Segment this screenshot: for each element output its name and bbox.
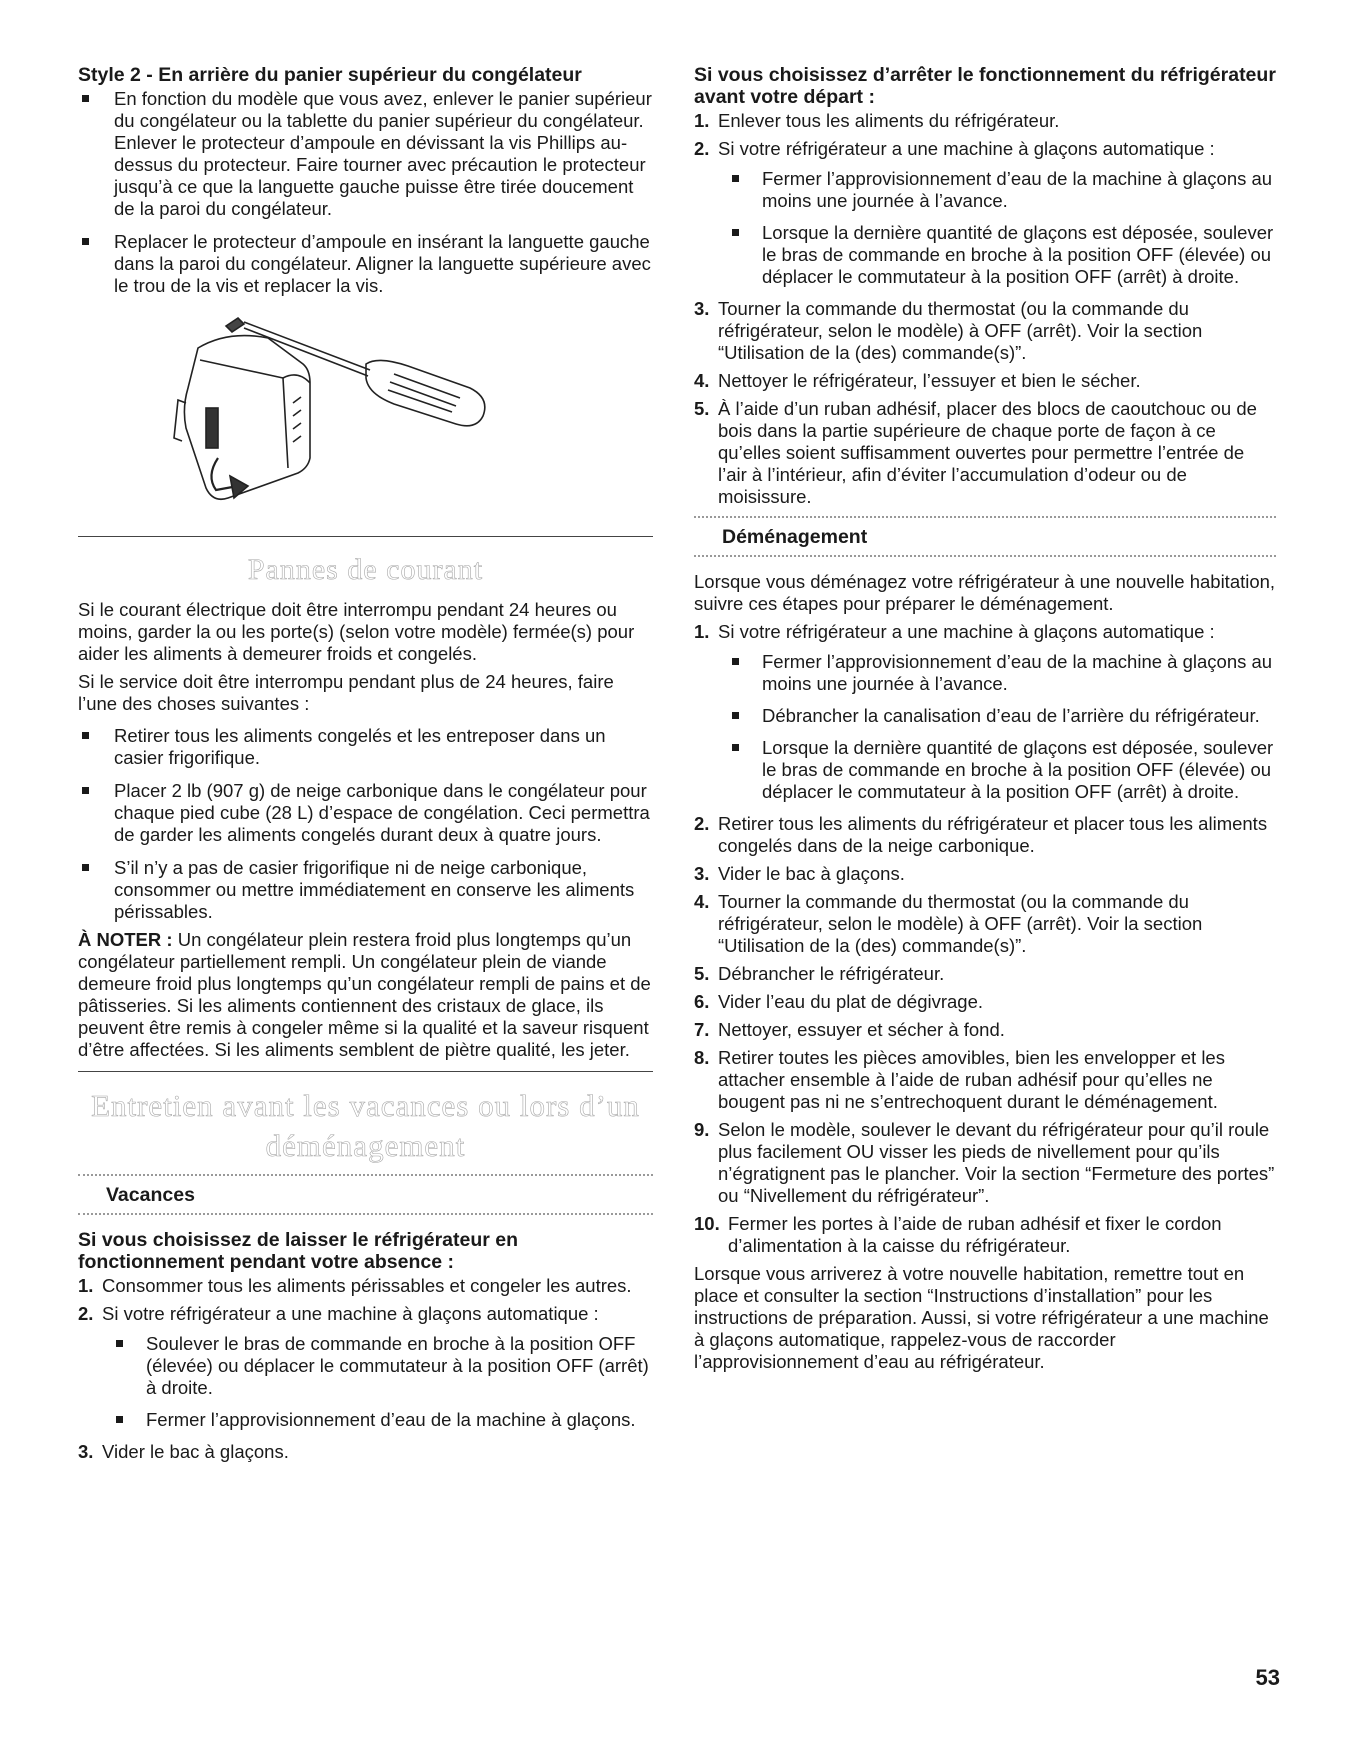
- pannes-paragraph-1: Si le courant électrique doit être interrompu pendant 24 heures ou moins, garder la ou les porte(s) (selon votre modèle) fermée(s) pour aider les aliments à demeurer froids et congelés.: [78, 599, 635, 664]
- demenagement-steps: [694, 621, 1276, 1257]
- vacances-steps: [78, 1275, 653, 1463]
- page-number: 53: [1255, 1665, 1280, 1690]
- style2-bullets: [78, 88, 653, 297]
- stop-steps: [694, 110, 1276, 508]
- pannes-bullets: [78, 725, 653, 923]
- list-item: 1. Si votre réfrigérateur a une machine à glaçons automatique : Fermer l’approvisionnement d’eau de la machine à glaçons au moins une journée à l’avance. Débrancher la canalisation d’eau de l’arrière du réfrigérateur. Lorsque la dernière quantité de glaçons est déposée, soulever le bras de commande en broche à la position OFF (élevée) ou déplacer le commutateur à la position OFF (arrêt) à droite.: [694, 621, 1276, 803]
- list-item: 2. Si votre réfrigérateur a une machine à glaçons automatique : Fermer l’approvisionnement d’eau de la machine à glaçons au moins une journée à l’avance. Lorsque la dernière quantité de glaçons est déposée, soulever le bras de commande en broche à la position OFF (élevée) ou déplacer le commutateur à la position OFF (arrêt) à droite.: [694, 138, 1276, 288]
- left-column: [78, 64, 653, 1469]
- list-item: 8. Retirer toutes les pièces amovibles, bien les envelopper et les attacher ensemble à l’aide de ruban adhésif pour qu’elles ne bougent pas ni ne s’entrechoquent durant le déménagement.: [694, 1047, 1225, 1112]
- dotted-divider: [78, 1213, 653, 1215]
- list-item: 6. Vider l’eau du plat de dégivrage.: [694, 991, 984, 1012]
- pannes-paragraph-2: Si le service doit être interrompu pendant plus de 24 heures, faire l’une des choses suivantes :: [78, 671, 614, 714]
- list-item: Replacer le protecteur d’ampoule en insérant la languette gauche dans la paroi du congélateur. Aligner la languette supérieure avec le trou de la vis et replacer la vis.: [78, 231, 653, 297]
- list-item: Retirer tous les aliments congelés et les entreposer dans un casier frigorifique.: [78, 725, 653, 769]
- list-item: 9. Selon le modèle, soulever le devant du réfrigérateur pour qu’il roule plus facilement OU visser les pieds de nivellement pour qu’ils n’égratignent pas le plancher. Voir la section “Fermeture des portes” ou “Nivellement du réfrigérateur”.: [694, 1119, 1275, 1206]
- list-item: En fonction du modèle que vous avez, enlever le panier supérieur du congélateur ou la tablette du panier supérieur du congélateur. Enlever le protecteur d’ampoule en dévissant la vis Phillips au-dessus du protecteur. Faire tourner avec précaution le protecteur jusqu’à ce que la languette gauche puisse être tirée doucement de la paroi du congélateur.: [78, 88, 653, 220]
- list-item: 5. À l’aide d’un ruban adhésif, placer des blocs de caoutchouc ou de bois dans la partie supérieure de chaque porte de façon à ce qu’elles soient suffisamment ouvertes pour permettre l’entrée de l’air à l’intérieur, afin d’éviter l’accumulation d’odeur ou de moisissure.: [694, 398, 1257, 507]
- list-item: 3. Tourner la commande du thermostat (ou la commande du réfrigérateur, selon le modèle) à OFF (arrêt). Voir la section “Utilisation de la (des) commande(s)”.: [694, 298, 1203, 363]
- right-column: [694, 64, 1276, 1379]
- list-item: 2. Si votre réfrigérateur a une machine à glaçons automatique : Soulever le bras de commande en broche à la position OFF (élevée) ou déplacer le commutateur à la position OFF (arrêt) à droite. Fermer l’approvisionnement d’eau de la machine à glaçons.: [78, 1303, 653, 1431]
- stop-question: Si vous choisissez d’arrêter le fonctionnement du réfrigérateur avant votre départ :: [694, 64, 1276, 108]
- section-divider: [78, 1071, 653, 1072]
- style2-title: Style 2 - En arrière du panier supérieur du congélateur: [78, 64, 582, 86]
- list-item: Débrancher la canalisation d’eau de l’arrière du réfrigérateur.: [718, 705, 1276, 727]
- list-item: 3. Vider le bac à glaçons.: [78, 1441, 289, 1462]
- list-item: Lorsque la dernière quantité de glaçons est déposée, soulever le bras de commande en broche à la position OFF (élevée) ou déplacer le commutateur à la position OFF (arrêt) à droite.: [718, 222, 1276, 288]
- dotted-divider: [694, 555, 1276, 557]
- list-item: Fermer l’approvisionnement d’eau de la machine à glaçons au moins une journée à l’avance.: [718, 651, 1276, 695]
- entretien-heading-line1: Entretien avant les vacances ou lors d’un: [91, 1088, 640, 1123]
- list-item: 1. Consommer tous les aliments périssables et congeler les autres.: [78, 1275, 632, 1296]
- list-item: Fermer l’approvisionnement d’eau de la machine à glaçons.: [102, 1409, 653, 1431]
- list-item: 5. Débrancher le réfrigérateur.: [694, 963, 945, 984]
- section-divider: [78, 536, 653, 537]
- list-item: 1. Enlever tous les aliments du réfrigérateur.: [694, 110, 1060, 131]
- vacances-subheading: Vacances: [106, 1184, 195, 1206]
- list-item: 7. Nettoyer, essuyer et sécher à fond.: [694, 1019, 1005, 1040]
- pannes-heading: Pannes de courant: [247, 553, 484, 586]
- entretien-heading-line2: déménagement: [265, 1128, 466, 1163]
- entretien-heading: [78, 1086, 653, 1166]
- list-item: 10. Fermer les portes à l’aide de ruban adhésif et fixer le cordon d’alimentation à la caisse du réfrigérateur.: [694, 1213, 1222, 1256]
- light-shield-illustration: [78, 308, 653, 530]
- demenagement-intro: Lorsque vous déménagez votre réfrigérateur à une nouvelle habitation, suivre ces étapes pour préparer le déménagement.: [694, 571, 1276, 614]
- vacances-question: Si vous choisissez de laisser le réfrigérateur en fonctionnement pendant votre absence :: [78, 1229, 519, 1273]
- note-label: À NOTER :: [78, 929, 173, 950]
- list-item: 4. Nettoyer le réfrigérateur, l’essuyer et bien le sécher.: [694, 370, 1141, 391]
- screwdriver-diagram-icon: [78, 308, 653, 530]
- list-item: Lorsque la dernière quantité de glaçons est déposée, soulever le bras de commande en broche à la position OFF (élevée) ou déplacer le commutateur à la position OFF (arrêt) à droite.: [718, 737, 1276, 803]
- note-paragraph: [78, 929, 653, 1061]
- list-item: Fermer l’approvisionnement d’eau de la machine à glaçons au moins une journée à l’avance.: [718, 168, 1276, 212]
- list-item: 3. Vider le bac à glaçons.: [694, 863, 905, 884]
- note-text: Un congélateur plein restera froid plus longtemps qu’un congélateur partiellement rempli. Un congélateur plein de viande demeure froid plus longtemps qu’un congélateur rempli de pains et de pâtisseries. Si les aliments contiennent des cristaux de glace, ils peuvent être remis à congeler même si la qualité et la saveur risquent d’être affectées. Si les aliments semblent de piètre qualité, les jeter.: [78, 929, 651, 1060]
- list-item: Soulever le bras de commande en broche à la position OFF (élevée) ou déplacer le commutateur à la position OFF (arrêt) à droite.: [102, 1333, 653, 1399]
- list-item: 2. Retirer tous les aliments du réfrigérateur et placer tous les aliments congelés dans de la neige carbonique.: [694, 813, 1268, 856]
- list-item: Placer 2 lb (907 g) de neige carbonique dans le congélateur pour chaque pied cube (28 L) d’espace de congélation. Ceci permettra de garder les aliments congelés durant deux à quatre jours.: [78, 780, 653, 846]
- demenagement-subheading: Déménagement: [722, 526, 868, 548]
- demenagement-outro: Lorsque vous arriverez à votre nouvelle habitation, remettre tout en place et consulter la section “Instructions d’installation” pour les instructions de préparation. Aussi, si votre réfrigérateur a une machine à glaçons automatique, rappelez-vous de raccorder l’approvisionnement d’eau au réfrigérateur.: [694, 1263, 1269, 1372]
- list-item: 4. Tourner la commande du thermostat (ou la commande du réfrigérateur, selon le modèle) à OFF (arrêt). Voir la section “Utilisation de la (des) commande(s)”.: [694, 891, 1203, 956]
- list-item: S’il n’y a pas de casier frigorifique ni de neige carbonique, consommer ou mettre immédiatement en conserve les aliments périssables.: [78, 857, 653, 923]
